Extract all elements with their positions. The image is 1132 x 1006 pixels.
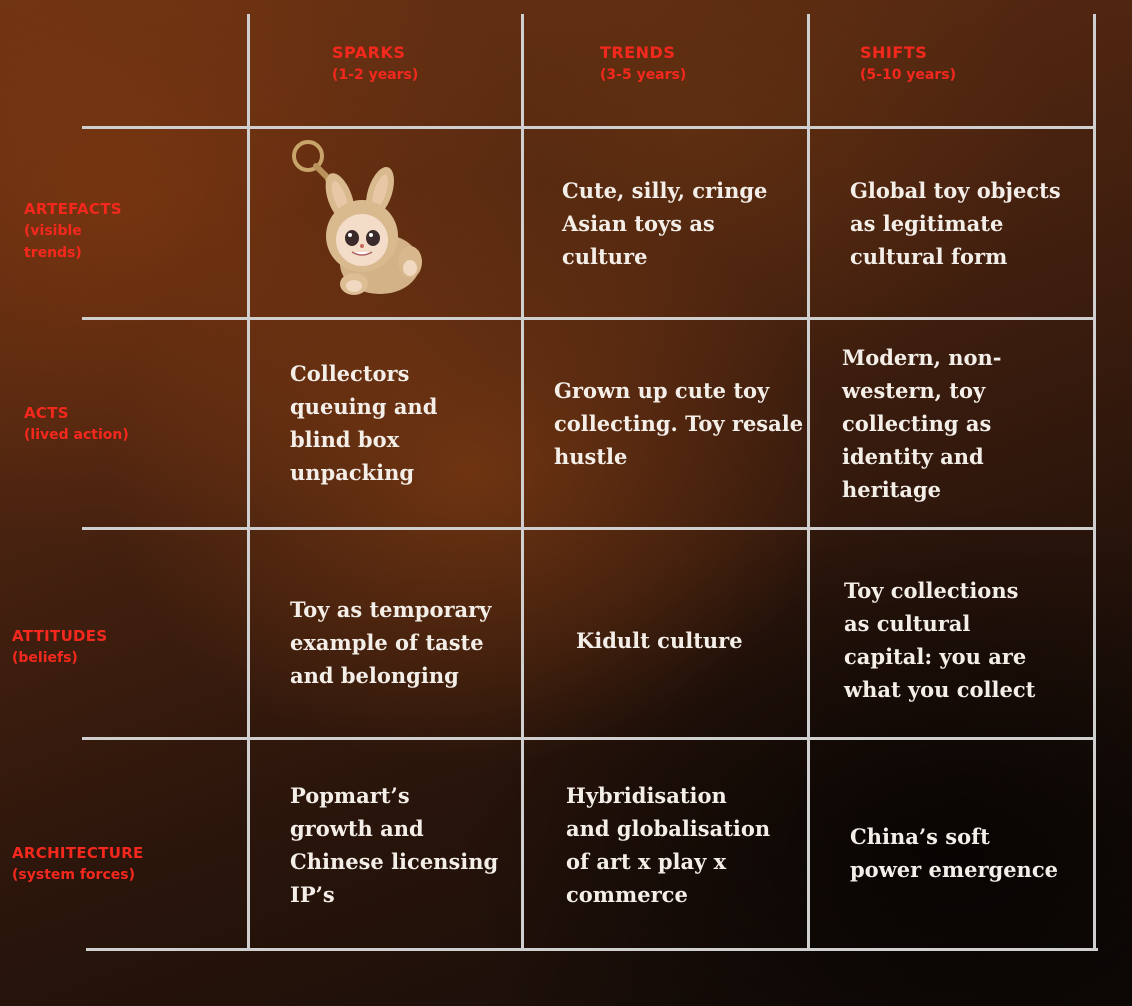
row-header-title: ATTITUDES [12, 627, 108, 645]
cell-architecture-trends: Hybridisation and globalisation of art x play x commerce [566, 783, 771, 907]
row-header-title: ARCHITECTURE [12, 844, 144, 862]
row-header-subtitle: (system forces) [12, 867, 135, 883]
grid-line-horizontal [82, 126, 1096, 129]
grid-line-vertical [807, 14, 810, 950]
cell-acts-sparks: Collectors queuing and blind box unpacking [290, 361, 438, 485]
grid-line-vertical [1093, 14, 1096, 950]
cell-acts-trends: Grown up cute toy collecting. Toy resale hustle [554, 378, 804, 469]
grid-line-vertical [521, 14, 524, 950]
cell-attitudes-shifts: Toy collections as cultural capital: you are what you collect [844, 578, 1036, 702]
cell-architecture-sparks: Popmart’s growth and Chinese licensing IP’s [290, 783, 499, 907]
column-header-title: SHIFTS [860, 43, 928, 62]
cell-artefacts-trends: Cute, silly, cringe Asian toys as culture [562, 178, 768, 269]
grid-line-horizontal [82, 527, 1096, 530]
column-header-subtitle: (1-2 years) [332, 67, 419, 83]
grid-line-horizontal [86, 948, 1098, 951]
row-header-title: ARTEFACTS [24, 200, 122, 218]
row-header-attitudes [12, 625, 107, 669]
row-header-subtitle: (visible trends) [24, 223, 82, 261]
column-header-trends [600, 42, 686, 86]
row-header-title: ACTS [24, 404, 69, 422]
column-header-sparks [332, 42, 418, 86]
cell-architecture-shifts: China’s soft power emergence [850, 824, 1058, 882]
cell-acts-shifts: Modern, non- western, toy collecting as identity and heritage [842, 345, 1002, 502]
row-header-subtitle: (beliefs) [12, 650, 78, 666]
column-header-title: SPARKS [332, 43, 406, 62]
column-header-shifts [860, 42, 956, 86]
row-header-artefacts [24, 198, 122, 264]
cell-attitudes-sparks: Toy as temporary example of taste and belonging [290, 597, 492, 688]
cell-attitudes-trends: Kidult culture [576, 628, 743, 653]
grid-line-horizontal [82, 317, 1096, 320]
bunny-plush-keychain-icon [282, 136, 452, 306]
grid-line-horizontal [82, 737, 1096, 740]
row-header-acts [24, 402, 129, 446]
row-header-subtitle: (lived action) [24, 427, 129, 443]
column-header-subtitle: (5-10 years) [860, 67, 957, 83]
cell-artefacts-shifts: Global toy objects as legitimate cultural form [850, 178, 1061, 269]
column-header-subtitle: (3-5 years) [600, 67, 687, 83]
row-header-architecture [12, 842, 144, 886]
grid-line-vertical [247, 14, 250, 950]
column-header-title: TRENDS [600, 43, 676, 62]
